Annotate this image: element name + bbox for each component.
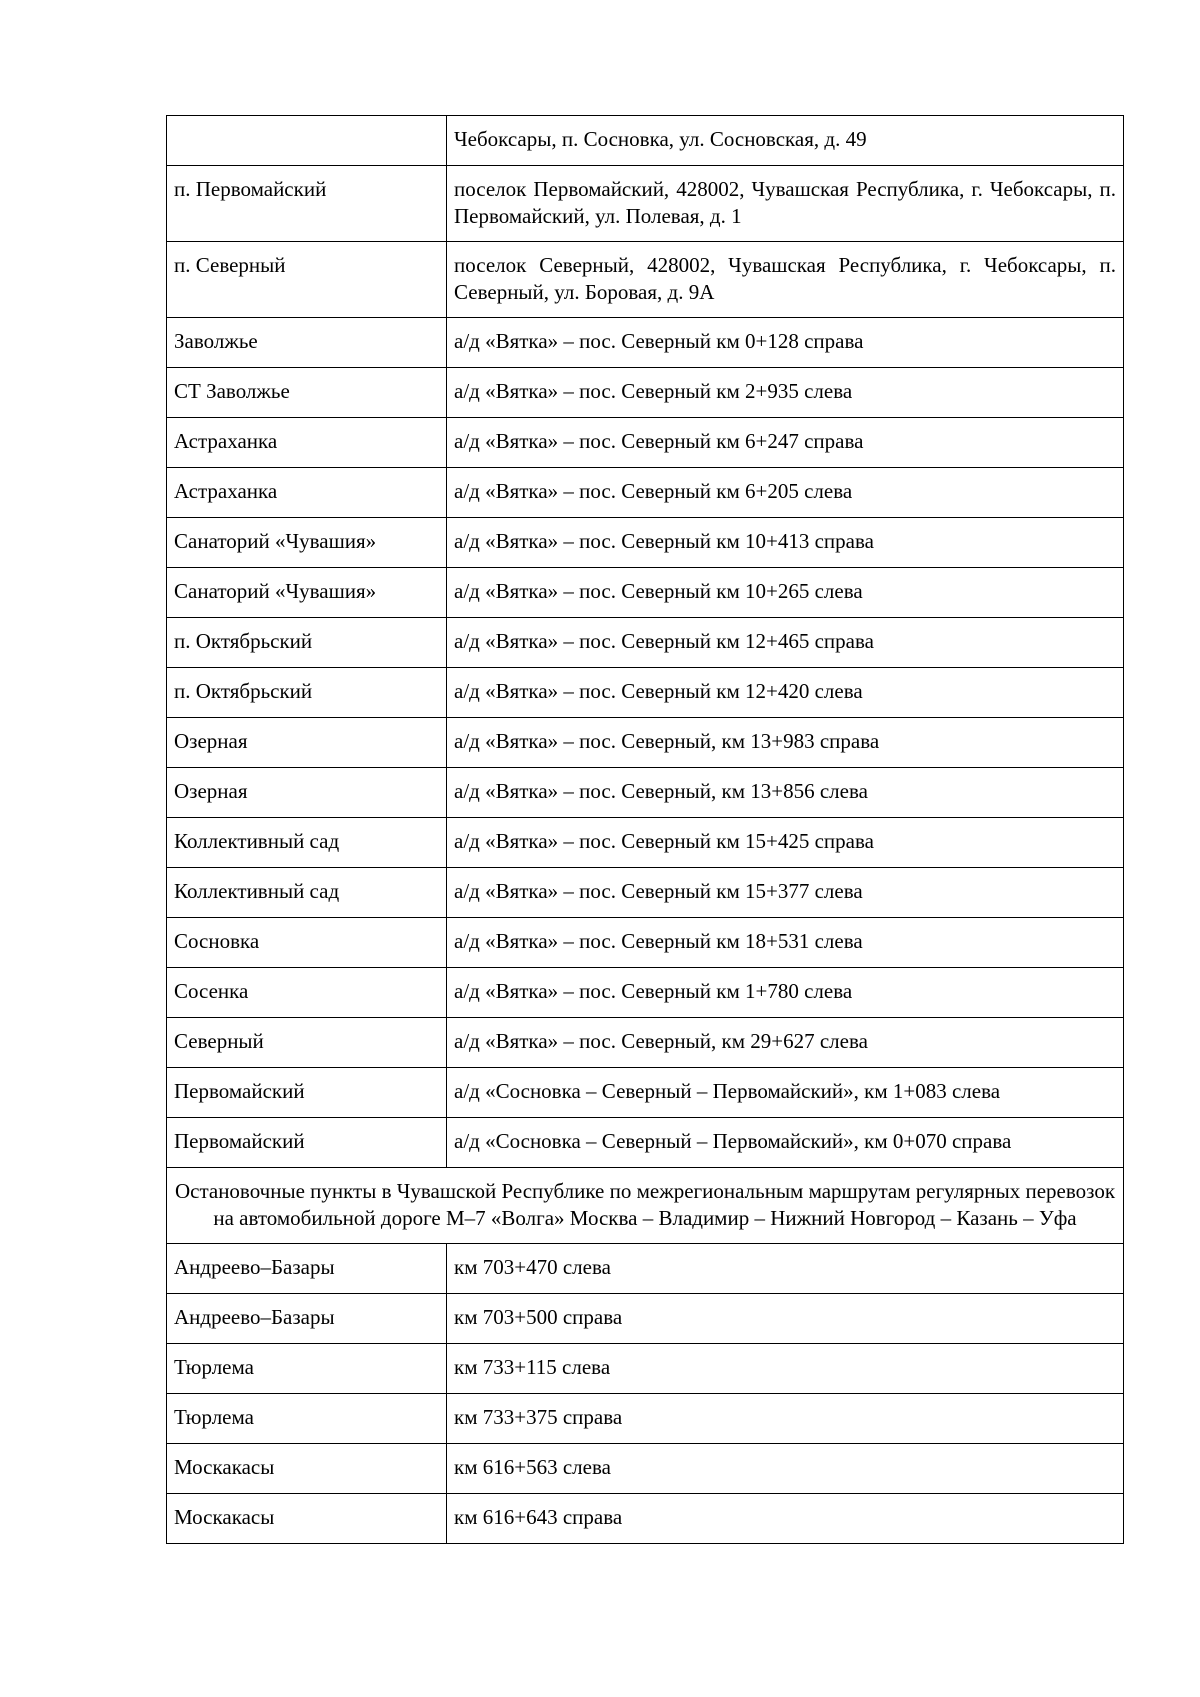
- table-row: [167, 768, 1124, 818]
- stop-address-cell: а/д «Сосновка – Северный – Первомайский», км 1+083 слева: [447, 1068, 1124, 1118]
- table-row: [167, 1444, 1124, 1494]
- stop-address-cell: а/д «Вятка» – пос. Северный км 1+780 слева: [447, 968, 1124, 1018]
- stop-address-cell: а/д «Вятка» – пос. Северный км 10+265 слева: [447, 568, 1124, 618]
- table-row: [167, 968, 1124, 1018]
- stop-address-cell: а/д «Вятка» – пос. Северный, км 13+856 слева: [447, 768, 1124, 818]
- table-row: [167, 318, 1124, 368]
- stop-name-cell: Заволжье: [167, 318, 447, 368]
- table-row: [167, 868, 1124, 918]
- table-row: [167, 1494, 1124, 1544]
- stop-address-cell: а/д «Вятка» – пос. Северный км 12+420 слева: [447, 668, 1124, 718]
- stop-address-cell: поселок Северный, 428002, Чувашская Республика, г. Чебоксары, п. Северный, ул. Боровая, д. 9А: [447, 242, 1124, 318]
- section-heading: Остановочные пункты в Чувашской Республике по межрегиональным маршрутам регулярных перевозок на автомобильной дороге М–7 «Волга» Москва – Владимир – Нижний Новгород – Казань – Уфа: [167, 1168, 1124, 1244]
- stop-name-cell: Москакасы: [167, 1494, 447, 1544]
- stop-address-cell: а/д «Вятка» – пос. Северный км 12+465 справа: [447, 618, 1124, 668]
- table-row: [167, 1394, 1124, 1444]
- table-row: [167, 166, 1124, 242]
- stop-name-cell: Коллективный сад: [167, 868, 447, 918]
- stop-address-cell: поселок Первомайский, 428002, Чувашская Республика, г. Чебоксары, п. Первомайский, ул. Полевая, д. 1: [447, 166, 1124, 242]
- table-row: [167, 518, 1124, 568]
- stop-address-cell: а/д «Вятка» – пос. Северный км 15+425 справа: [447, 818, 1124, 868]
- stop-name-cell: Андреево–Базары: [167, 1244, 447, 1294]
- table-row: [167, 568, 1124, 618]
- table-row: [167, 1294, 1124, 1344]
- stop-name-cell: Андреево–Базары: [167, 1294, 447, 1344]
- stop-name-cell: Тюрлема: [167, 1394, 447, 1444]
- stop-address-cell: а/д «Вятка» – пос. Северный км 18+531 слева: [447, 918, 1124, 968]
- stop-name-cell: Москакасы: [167, 1444, 447, 1494]
- stop-address-cell: км 703+500 справа: [447, 1294, 1124, 1344]
- stop-name-cell: п. Октябрьский: [167, 668, 447, 718]
- table-row: [167, 1244, 1124, 1294]
- table-row: [167, 1018, 1124, 1068]
- stop-name-cell: Санаторий «Чувашия»: [167, 518, 447, 568]
- stop-name-cell: Сосновка: [167, 918, 447, 968]
- table-row: [167, 1118, 1124, 1168]
- stop-address-cell: км 733+375 справа: [447, 1394, 1124, 1444]
- stop-name-cell: Тюрлема: [167, 1344, 447, 1394]
- stop-name-cell: п. Октябрьский: [167, 618, 447, 668]
- stop-name-cell: Северный: [167, 1018, 447, 1068]
- stop-address-cell: а/д «Вятка» – пос. Северный, км 13+983 справа: [447, 718, 1124, 768]
- stop-name-cell: Астраханка: [167, 418, 447, 468]
- stop-name-cell: Озерная: [167, 768, 447, 818]
- stop-name-cell: СТ Заволжье: [167, 368, 447, 418]
- stop-address-cell: а/д «Сосновка – Северный – Первомайский», км 0+070 справа: [447, 1118, 1124, 1168]
- table-row: [167, 468, 1124, 518]
- stop-name-cell: Озерная: [167, 718, 447, 768]
- stop-address-cell: км 616+563 слева: [447, 1444, 1124, 1494]
- stop-address-cell: а/д «Вятка» – пос. Северный км 2+935 слева: [447, 368, 1124, 418]
- stop-address-cell: а/д «Вятка» – пос. Северный км 6+205 слева: [447, 468, 1124, 518]
- table-row: [167, 242, 1124, 318]
- stop-address-cell: а/д «Вятка» – пос. Северный, км 29+627 слева: [447, 1018, 1124, 1068]
- table-row: [167, 718, 1124, 768]
- stop-address-cell: км 703+470 слева: [447, 1244, 1124, 1294]
- stop-name-cell: Первомайский: [167, 1068, 447, 1118]
- table-row: [167, 368, 1124, 418]
- stop-address-cell: км 616+643 справа: [447, 1494, 1124, 1544]
- stop-name-cell: п. Первомайский: [167, 166, 447, 242]
- stop-name-cell: Сосенка: [167, 968, 447, 1018]
- table-row: [167, 418, 1124, 468]
- table-row: [167, 818, 1124, 868]
- table-row: [167, 116, 1124, 166]
- stop-address-cell: а/д «Вятка» – пос. Северный км 10+413 справа: [447, 518, 1124, 568]
- table-row: [167, 1344, 1124, 1394]
- bus-stops-table: [166, 115, 1124, 1544]
- stop-name-cell: п. Северный: [167, 242, 447, 318]
- table-row: [167, 1068, 1124, 1118]
- stop-address-cell: а/д «Вятка» – пос. Северный км 6+247 справа: [447, 418, 1124, 468]
- stop-address-cell: а/д «Вятка» – пос. Северный км 15+377 слева: [447, 868, 1124, 918]
- stop-address-cell: а/д «Вятка» – пос. Северный км 0+128 справа: [447, 318, 1124, 368]
- stop-address-cell: Чебоксары, п. Сосновка, ул. Сосновская, д. 49: [447, 116, 1124, 166]
- stop-name-cell: [167, 116, 447, 166]
- stop-name-cell: Санаторий «Чувашия»: [167, 568, 447, 618]
- stop-name-cell: Первомайский: [167, 1118, 447, 1168]
- stop-name-cell: Коллективный сад: [167, 818, 447, 868]
- section-heading-row: [167, 1168, 1124, 1244]
- stop-address-cell: км 733+115 слева: [447, 1344, 1124, 1394]
- stop-name-cell: Астраханка: [167, 468, 447, 518]
- table-row: [167, 918, 1124, 968]
- table-row: [167, 618, 1124, 668]
- table-row: [167, 668, 1124, 718]
